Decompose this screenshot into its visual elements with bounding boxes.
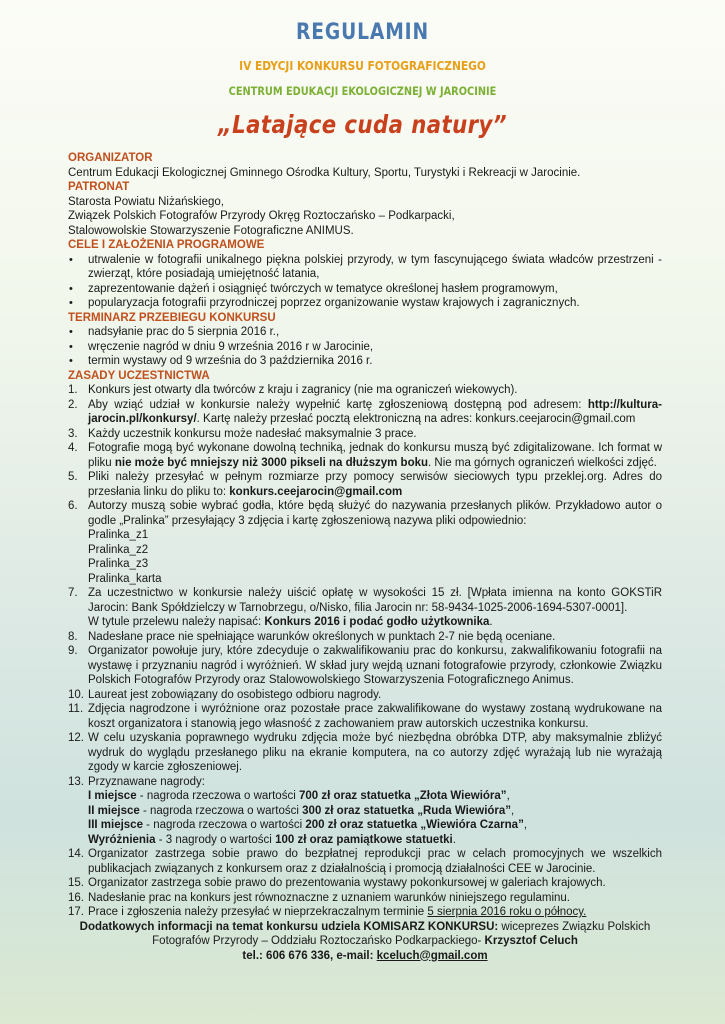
footer-line bbox=[68, 949, 662, 964]
rule-text: W celu uzyskania poprawnego wydruku zdjęcia może być niezbędna obróbka DTP, aby maksymalnie zbliżyć wydruk do wyglądu przesłanego pliku na ekranie komputera, na co autorzy zdjęć wyrażają lub nie wyrażają zgody w karcie zgłoszeniowej. bbox=[88, 732, 662, 773]
prize-item bbox=[88, 833, 662, 848]
rule-number: 3. bbox=[68, 427, 78, 440]
center-subtitle: CENTRUM EDUKACJI EKOLOGICZNEJ W JAROCINIE bbox=[228, 84, 497, 98]
rule-text: Prace i zgłoszenia należy przesyłać w nieprzekraczalnym terminie bbox=[88, 906, 428, 918]
file-name-example: Pralinka_z2 bbox=[88, 543, 149, 556]
rule-text: Każdy uczestnik konkursu może nadesłać maksymalnie 3 prace. bbox=[88, 427, 417, 440]
rule-item bbox=[68, 905, 662, 920]
prize-value: 700 zł oraz statuetka „Złota Wiewióra” bbox=[298, 790, 507, 802]
footer-line bbox=[68, 934, 662, 949]
contact-email-link[interactable]: kceluch@gmail.com bbox=[376, 949, 488, 962]
prize-item bbox=[88, 804, 662, 819]
rule-text: Organizator zastrzega sobie prawo do prezentowania wystawy pokonkursowej w galeriach krajowych. bbox=[88, 877, 606, 889]
prize-item bbox=[88, 818, 662, 833]
rules-heading: ZASADY UCZESTNICTWA bbox=[68, 369, 210, 382]
prize-text: . bbox=[452, 833, 456, 846]
regulations-body bbox=[68, 151, 662, 963]
prize-place: III miejsce bbox=[88, 819, 143, 831]
rule-text: Pliki należy przesyłać w pełnym rozmiarze przy pomocy serwisów sieciowych typu przeklej.org. Adres do przesłania linku do pliku to: bbox=[88, 471, 662, 498]
rule-number: 9. bbox=[68, 645, 78, 657]
schedule-item: • termin wystawy od 9 września do 3 października 2016 r. bbox=[68, 354, 662, 369]
rule-text: Fotografie mogą być wykonane dowolną techniką, jednak do konkursu muszą być zdigitalizowane. Ich format w pliku bbox=[88, 442, 662, 469]
prize-value: 200 zł oraz statuetka „Wiewióra Czarna” bbox=[305, 819, 524, 831]
rule-number: 14. bbox=[68, 848, 84, 860]
rule-item bbox=[68, 688, 662, 703]
rule-text: Autorzy muszą sobie wybrać godła, które będą służyć do nazywania przesłanych plików. Przykładowo autor o godle „Pralinka” przesyłający 3 zdjęcia i kartę zgłoszeniową nazywa pliki odpowiednio: bbox=[88, 500, 662, 527]
footer-text: Fotografów Przyrody – Oddziału Roztoczańsko Podkarpackiego- bbox=[152, 935, 485, 947]
rule-number: 6. bbox=[68, 500, 78, 512]
goal-item: • popularyzacja fotografii przyrodniczej poprzez organizowanie wystaw krajowych i zagranicznych. bbox=[68, 296, 662, 311]
rule-number: 4. bbox=[68, 442, 78, 454]
rule-item bbox=[68, 891, 662, 906]
prize-place: I miejsce bbox=[88, 790, 137, 802]
rule-continuation bbox=[68, 615, 662, 630]
rule-item bbox=[68, 383, 662, 398]
rule-text: . Kartę należy przesłać pocztą elektroniczną na adres: konkurs.ceejarocin@gmail.com bbox=[196, 413, 636, 425]
rule-number: 13. bbox=[68, 775, 84, 788]
rule-text: Laureat jest zobowiązany do osobistego odbioru nagrody. bbox=[88, 688, 382, 701]
footer-contact bbox=[68, 920, 662, 964]
rule-item bbox=[68, 470, 662, 499]
rule-text: Organizator powołuje jury, które zdecyduje o zakwalifikowaniu prac do konkursu, zakwalifikowaniu fotografii na wystawę i przyznaniu nagród i wyróżnień. W skład jury wejdą uznani fotografowie przyrody, członkowie Związku Polskich Fotografów Przyrody oraz Stalowowolskiego Stowarzyszenia Fotograficznego Animus. bbox=[88, 645, 662, 686]
rule-text: W tytule przelewu należy napisać: bbox=[88, 616, 265, 628]
edition-subtitle: IV EDYCJI KONKURSU FOTOGRAFICZNEGO bbox=[239, 58, 486, 73]
deadline-text: 5 sierpnia 2016 roku o północy. bbox=[427, 906, 587, 918]
file-name-example: Pralinka_karta bbox=[88, 572, 162, 585]
upload-email-link[interactable]: konkurs.ceejarocin@gmail.com bbox=[229, 485, 403, 498]
rule-item bbox=[68, 586, 662, 615]
rule-item bbox=[68, 702, 662, 731]
file-name-example: Pralinka_z1 bbox=[88, 529, 149, 541]
footer-line bbox=[68, 920, 662, 935]
prize-value: 100 zł oraz pamiątkowe statuetki bbox=[275, 833, 453, 846]
goal-item: • zaprezentowanie dążeń i osiągnięć twórczych w tematyce określonej hasłem programowym, bbox=[68, 282, 662, 297]
rule-item bbox=[68, 775, 662, 790]
footer-text: tel.: 606 676 336, e-mail: bbox=[242, 949, 377, 962]
rule-text: . bbox=[489, 616, 493, 628]
rule-item bbox=[68, 427, 662, 442]
prize-list bbox=[68, 789, 662, 847]
footer-text: wiceprezes Związku Polskich bbox=[501, 920, 651, 933]
rule-number: 16. bbox=[68, 891, 84, 904]
rule-item bbox=[68, 876, 662, 891]
contest-name: „Latające cuda natury” bbox=[218, 110, 507, 139]
rule-number: 8. bbox=[68, 630, 78, 643]
prize-value: 300 zł oraz statuetka „Ruda Wiewióra” bbox=[302, 804, 512, 817]
rule-number: 12. bbox=[68, 732, 84, 744]
rule-emphasis: Konkurs 2016 i podać godło użytkownika bbox=[264, 616, 490, 628]
rule-item bbox=[68, 731, 662, 775]
rule-text: Za uczestnictwo w konkursie należy uiścić opłatę w wysokości 15 zł. [Wpłata imienna na konto GOKSTiR Jarocin: Bank Spółdzielczy w Tarnobrzegu, o/Nisko, filia Jarocin nr: 58-9434-1025-2006-1694-5307-0001]. bbox=[88, 587, 662, 614]
prize-text: - 3 nagrody o wartości bbox=[155, 833, 276, 846]
patron-line: Starosta Powiatu Niżańskiego, bbox=[68, 195, 224, 208]
patron-line: Stalowowolskie Stowarzyszenie Fotograficzne ANIMUS. bbox=[68, 224, 354, 237]
rule-text: Konkurs jest otwarty dla twórców z kraju i zagranicy (nie ma ograniczeń wiekowych). bbox=[88, 384, 518, 396]
rule-number: 7. bbox=[68, 587, 78, 599]
prize-text: - nagroda rzeczowa o wartości bbox=[139, 804, 303, 817]
prize-text: - nagroda rzeczowa o wartości bbox=[136, 790, 299, 802]
prize-item bbox=[88, 789, 662, 804]
rule-number: 1. bbox=[68, 384, 78, 396]
rule-item bbox=[68, 499, 662, 528]
rule-text: Organizator zastrzega sobie prawo do bezpłatnej reprodukcji prac w celach promocyjnych we wszelkich publikacjach związanych z konkursem oraz z działalnością i promocją działalności CEE w Jarocinie. bbox=[88, 848, 662, 875]
rule-number: 15. bbox=[68, 877, 84, 889]
prize-place: II miejsce bbox=[88, 804, 140, 817]
rule-text: Aby wziąć udział w konkursie należy wypełnić kartę zgłoszeniową dostępną pod adresem: bbox=[88, 398, 588, 411]
file-name-example: Pralinka_z3 bbox=[88, 558, 149, 570]
schedule-item: • nadsyłanie prac do 5 sierpnia 2016 r., bbox=[68, 325, 662, 340]
rule-item bbox=[68, 630, 662, 645]
organizer-text: Centrum Edukacji Ekologicznej Gminnego Ośrodka Kultury, Sportu, Turystyki i Rekreacji w Jarocinie. bbox=[68, 166, 581, 179]
rule-text: Nadesłane prace nie spełniające warunków określonych w punktach 2-7 nie będą oceniane. bbox=[88, 630, 556, 643]
organizer-heading: ORGANIZATOR bbox=[68, 152, 153, 164]
rule-text: Przyznawane nagrody: bbox=[88, 775, 205, 788]
prize-text: , bbox=[523, 819, 528, 831]
rule-item bbox=[68, 398, 662, 427]
prize-text: - nagroda rzeczowa o wartości bbox=[142, 819, 306, 831]
rule-text: . Nie ma górnych ograniczeń wielkości zdjęć. bbox=[428, 456, 657, 469]
rule-item bbox=[68, 644, 662, 688]
goal-item: • utrwalenie w fotografii unikalnego piękna polskiej przyrody, w tym fascynującego świata władców przestrzeni - zwierząt, które posiadają umiejętność latania, bbox=[68, 253, 662, 282]
prize-place: Wyróżnienia bbox=[88, 833, 156, 846]
form-url-link[interactable]: http://kultura-jarocin.pl/konkursy/ bbox=[88, 398, 662, 425]
schedule-heading: TERMINARZ PRZEBIEGU KONKURSU bbox=[68, 311, 276, 324]
rule-number: 2. bbox=[68, 398, 78, 411]
rule-text: Zdjęcia nagrodzone i wyróżnione oraz pozostałe prace zakwalifikowane do wystawy zostaną wydrukowane na koszt organizatora i stanowią jego własność z zachowaniem praw autorskich uczestnika konkursu. bbox=[88, 703, 662, 730]
patron-heading: PATRONAT bbox=[68, 181, 130, 193]
patron-line: Związek Polskich Fotografów Przyrody Okręg Roztoczańsko – Podkarpacki, bbox=[68, 210, 455, 222]
prize-text: , bbox=[506, 790, 510, 802]
schedule-item: • wręczenie nagród w dniu 9 września 2016 r w Jarocinie, bbox=[68, 340, 662, 355]
rule-text: Nadesłanie prac na konkurs jest równoznaczne z uznaniem warunków niniejszego regulaminu. bbox=[88, 891, 570, 904]
rule-number: 10. bbox=[68, 688, 84, 701]
rule-number: 5. bbox=[68, 471, 78, 483]
goals-heading: CELE I ZAŁOŻENIA PROGRAMOWE bbox=[68, 239, 265, 251]
commissioner-name: Krzysztof Celuch bbox=[484, 935, 578, 947]
rule-item bbox=[68, 441, 662, 470]
footer-text: Dodatkowych informacji na temat konkursu udziela KOMISARZ KONKURSU: bbox=[79, 920, 502, 933]
rule-number: 11. bbox=[68, 703, 84, 715]
rule-emphasis: nie może być mniejszy niż 3000 pikseli na dłuższym boku bbox=[114, 456, 429, 469]
prize-text: , bbox=[511, 804, 515, 817]
document-title: REGULAMIN bbox=[296, 20, 429, 45]
rule-number: 17. bbox=[68, 906, 84, 918]
rule-item bbox=[68, 847, 662, 876]
